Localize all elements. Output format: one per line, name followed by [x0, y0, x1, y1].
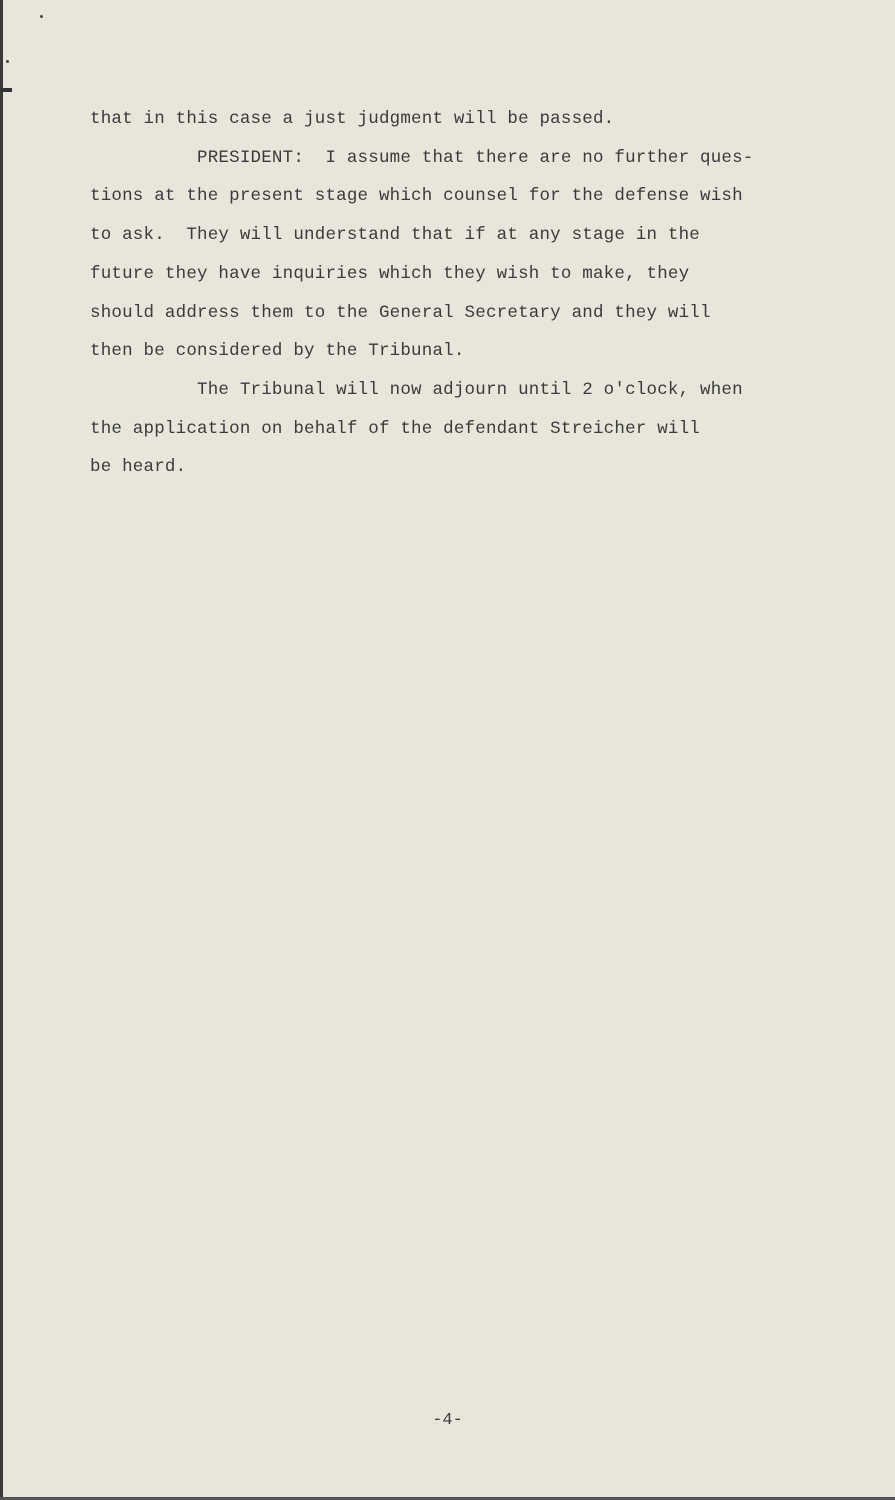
- text-line: future they have inquiries which they wish to make, they: [90, 263, 690, 284]
- ink-speck: [40, 15, 43, 18]
- text-line: The Tribunal will now adjourn until 2 o'clock, when: [90, 379, 743, 400]
- typed-text-body: [90, 100, 850, 487]
- text-line: that in this case a just judgment will be passed.: [90, 109, 615, 129]
- text-line: be heard.: [90, 457, 187, 478]
- page-number: -4-: [432, 1411, 463, 1430]
- text-line: tions at the present stage which counsel for the defense wish: [90, 186, 743, 207]
- ink-speck: [6, 60, 9, 63]
- text-line: should address them to the General Secretary and they will: [90, 302, 711, 323]
- page-left-edge: [0, 0, 3, 1500]
- text-line: the application on behalf of the defendant Streicher will: [90, 418, 700, 439]
- edge-mark: [0, 88, 12, 92]
- text-line: PRESIDENT: I assume that there are no further ques-: [90, 147, 754, 168]
- text-line: then be considered by the Tribunal.: [90, 341, 465, 362]
- text-line: to ask. They will understand that if at any stage in the: [90, 225, 700, 246]
